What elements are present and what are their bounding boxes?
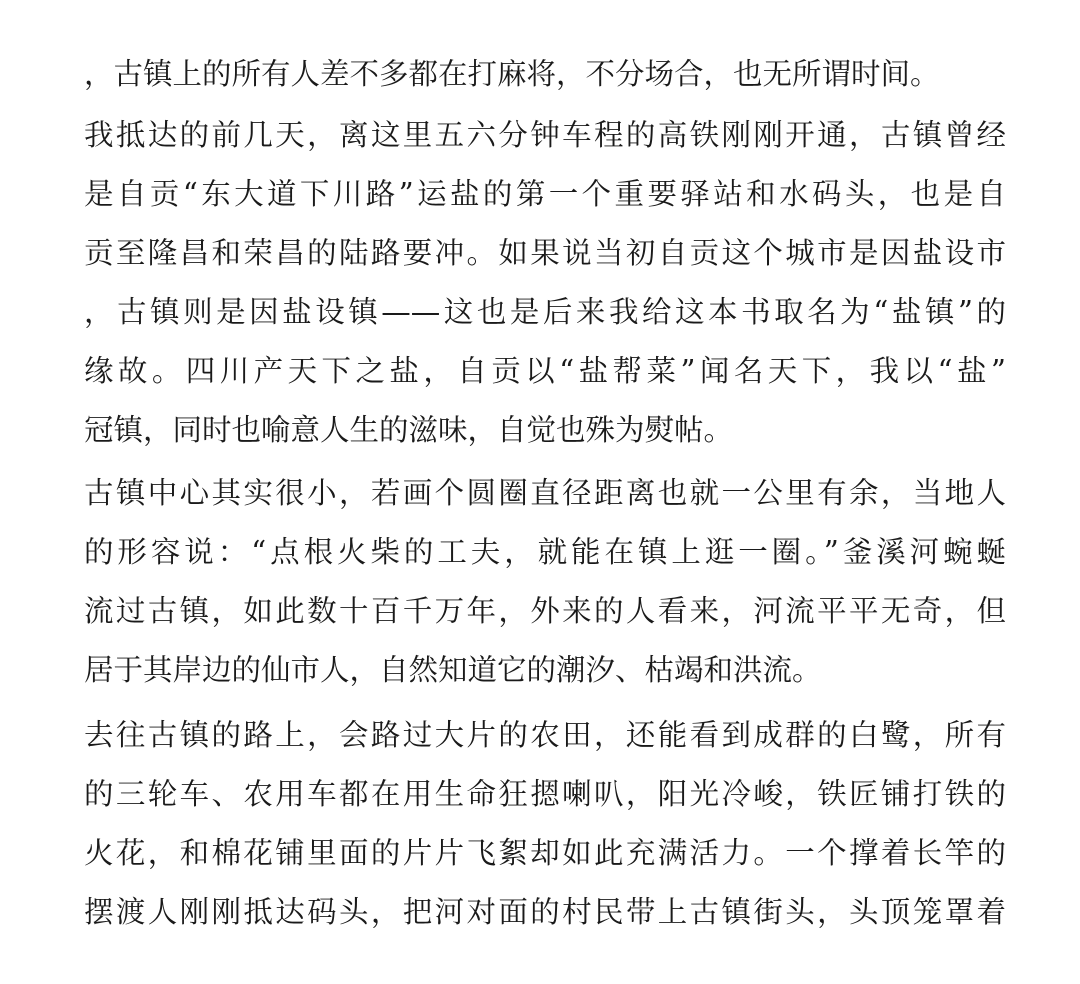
text-line: 贡至隆昌和荣昌的陆路要冲。如果说当初自贡这个城市是因盐设市 — [84, 236, 1006, 270]
text-line: 流过古镇，如此数十百千万年，外来的人看来，河流平平无奇，但 — [84, 594, 1006, 628]
text-line: ，古镇上的所有人差不多都在打麻将，不分场合，也无所谓时间。 — [84, 57, 940, 91]
text-line: 去往古镇的路上，会路过大片的农田，还能看到成群的白鹭，所有 — [84, 718, 1006, 752]
text-line: ，古镇则是因盐设镇——这也是后来我给这本书取名为“盐镇”的 — [84, 295, 1006, 329]
text-line: 是自贡“东大道下川路”运盐的第一个重要驿站和水码头，也是自 — [84, 177, 1006, 211]
text-line: 冠镇，同时也喻意人生的滋味，自觉也殊为熨帖。 — [84, 413, 734, 447]
text-line: 缘故。四川产天下之盐，自贡以“盐帮菜”闻名天下，我以“盐” — [84, 354, 1006, 388]
text-line: 古镇中心其实很小，若画个圆圈直径距离也就一公里有余，当地人 — [84, 476, 1006, 510]
text-line: 的三轮车、农用车都在用生命狂摁喇叭，阳光冷峻，铁匠铺打铁的 — [84, 777, 1006, 811]
text-line: 火花，和棉花铺里面的片片飞絮却如此充满活力。一个撑着长竿的 — [84, 836, 1006, 870]
text-line: 摆渡人刚刚抵达码头，把河对面的村民带上古镇街头，头顶笼罩着 — [84, 895, 1006, 929]
text-line: 我抵达的前几天，离这里五六分钟车程的高铁刚刚开通，古镇曾经 — [84, 118, 1006, 152]
text-line: 的形容说：“点根火柴的工夫，就能在镇上逛一圈。”釜溪河蜿蜒 — [84, 535, 1006, 569]
text-line: 居于其岸边的仙市人，自然知道它的潮汐、枯竭和洪流。 — [84, 653, 822, 687]
